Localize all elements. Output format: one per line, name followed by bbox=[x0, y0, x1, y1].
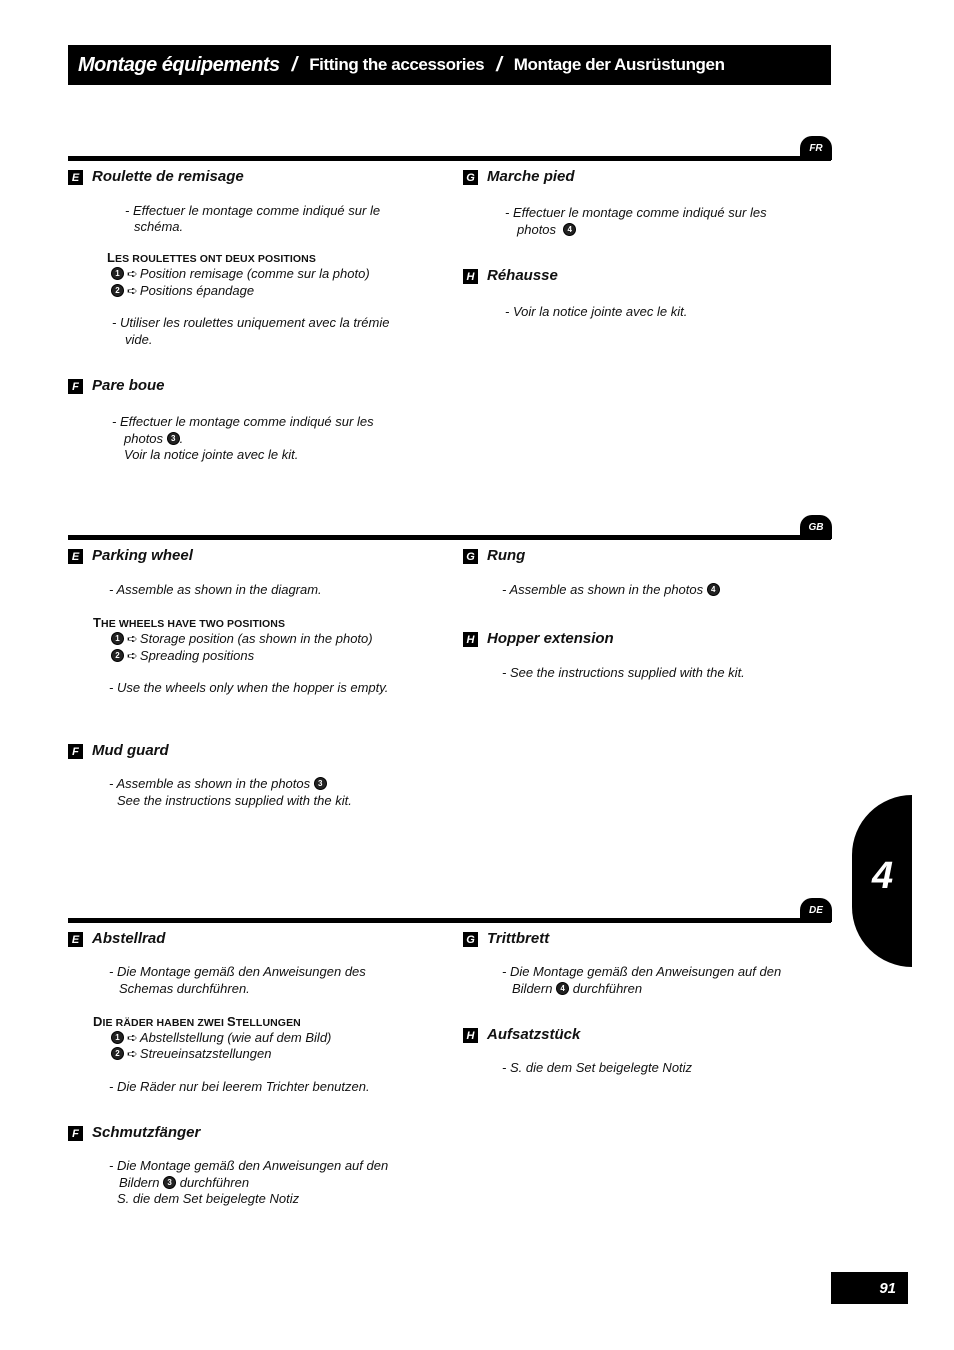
marker-1-icon: 1 bbox=[111, 1031, 124, 1044]
heading-gb-e bbox=[68, 546, 193, 564]
heading-fr-h bbox=[463, 266, 558, 284]
arrow-right-icon: ➪ bbox=[127, 266, 138, 281]
letter-box: E bbox=[68, 170, 83, 185]
position-2-de: 2 ➪ Streueinsatzstellungen bbox=[111, 1045, 271, 1062]
subheading-fr: LES ROULETTES ONT DEUX POSITIONS bbox=[107, 250, 316, 265]
text-line: - Die Montage gemäß den Anweisungen auf den bbox=[109, 1158, 389, 1173]
text-line: Voir la notice jointe avec le kit. bbox=[124, 447, 299, 462]
page-number: 91 bbox=[831, 1272, 908, 1304]
header-title-de: Montage der Ausrüstungen bbox=[513, 55, 725, 74]
heading-fr-e bbox=[68, 167, 244, 185]
letter-box: H bbox=[463, 1028, 478, 1043]
heading-title: Hopper extension bbox=[487, 629, 614, 647]
text-line: - See the instructions supplied with the kit. bbox=[502, 665, 745, 680]
heading-title: Abstellrad bbox=[92, 929, 166, 947]
heading-de-h bbox=[463, 1025, 580, 1043]
text-line: Schemas durchführen. bbox=[119, 981, 250, 996]
subheading-gb: THE WHEELS HAVE TWO POSITIONS bbox=[93, 615, 286, 630]
position-2-gb: 2 ➪ Spreading positions bbox=[111, 647, 254, 664]
marker-1-icon: 1 bbox=[111, 267, 124, 280]
text-line: - Utiliser les roulettes uniquement avec la trémie bbox=[112, 315, 390, 330]
text-line: vide. bbox=[125, 332, 153, 347]
text-line: S. die dem Set beigelegte Notiz bbox=[117, 1191, 300, 1206]
heading-title: Parking wheel bbox=[92, 546, 193, 564]
arrow-right-icon: ➪ bbox=[127, 1046, 138, 1061]
position-1-de: 1 ➪ Abstellstellung (wie auf dem Bild) bbox=[111, 1029, 331, 1046]
text-line: - Voir la notice jointe avec le kit. bbox=[505, 304, 688, 319]
letter-box: E bbox=[68, 549, 83, 564]
text-line: - Assemble as shown in the diagram. bbox=[109, 582, 322, 597]
heading-fr-g bbox=[463, 167, 575, 185]
letter-box: F bbox=[68, 744, 83, 759]
heading-title: Marche pied bbox=[487, 167, 575, 185]
header-title-fr: Montage équipements bbox=[78, 53, 280, 76]
header-separator: / bbox=[291, 53, 298, 76]
marker-2-icon: 2 bbox=[111, 649, 124, 662]
marker-2-icon: 2 bbox=[111, 284, 124, 297]
marker-1-icon: 1 bbox=[111, 632, 124, 645]
letter-box: F bbox=[68, 379, 83, 394]
text-line: - Use the wheels only when the hopper is empty. bbox=[109, 680, 389, 695]
marker-2-icon: 2 bbox=[111, 1047, 124, 1060]
text-line: - Assemble as shown in the photos 4 bbox=[502, 581, 720, 598]
letter-box: H bbox=[463, 632, 478, 647]
heading-fr-f bbox=[68, 376, 165, 394]
heading-title: Trittbrett bbox=[487, 929, 550, 947]
arrow-right-icon: ➪ bbox=[127, 283, 138, 298]
header-title-gb: Fitting the accessories bbox=[309, 55, 485, 74]
marker-4-icon: 4 bbox=[707, 583, 720, 596]
heading-de-e bbox=[68, 929, 165, 947]
marker-3-icon: 3 bbox=[314, 777, 327, 790]
heading-de-f bbox=[68, 1123, 200, 1141]
text-line: - S. die dem Set beigelegte Notiz bbox=[502, 1060, 693, 1075]
heading-title: Roulette de remisage bbox=[92, 167, 244, 185]
heading-gb-h bbox=[463, 629, 614, 647]
text-line: - Effectuer le montage comme indiqué sur les bbox=[112, 414, 374, 429]
arrow-right-icon: ➪ bbox=[127, 648, 138, 663]
text-line: photos 4 bbox=[517, 221, 576, 238]
heading-gb-f bbox=[68, 741, 169, 759]
text-line: photos 3 . bbox=[124, 431, 184, 446]
header-separator: / bbox=[496, 53, 502, 76]
position-2-fr: 2 ➪ Positions épandage bbox=[111, 282, 254, 299]
marker-4-icon: 4 bbox=[556, 982, 569, 995]
marker-3-icon: 3 bbox=[163, 1176, 176, 1189]
text-line: schéma. bbox=[134, 219, 184, 234]
letter-box: H bbox=[463, 269, 478, 284]
heading-title: Aufsatzstück bbox=[487, 1025, 581, 1043]
heading-de-g bbox=[463, 929, 549, 947]
heading-title: Schmutzfänger bbox=[92, 1123, 201, 1141]
position-1-gb: 1 ➪ Storage position (as shown in the photo) bbox=[111, 630, 373, 647]
section-rule-de bbox=[68, 918, 831, 923]
lang-badge-de: DE bbox=[800, 898, 832, 922]
letter-box: G bbox=[463, 549, 478, 564]
position-1-fr: 1 ➪ Position remisage (comme sur la photo) bbox=[111, 265, 370, 282]
section-rule-fr bbox=[68, 156, 831, 161]
text-line: - Effectuer le montage comme indiqué sur le bbox=[125, 203, 381, 218]
text-line: - Die Montage gemäß den Anweisungen des bbox=[109, 964, 366, 979]
marker-3-icon: 3 bbox=[167, 432, 180, 445]
letter-box: G bbox=[463, 170, 478, 185]
arrow-right-icon: ➪ bbox=[127, 631, 138, 646]
heading-title: Pare boue bbox=[92, 376, 165, 394]
text-line: - Die Montage gemäß den Anweisungen auf den bbox=[502, 964, 782, 979]
text-line: - Effectuer le montage comme indiqué sur les bbox=[505, 205, 767, 220]
text-line: - Die Räder nur bei leerem Trichter benutzen. bbox=[109, 1079, 370, 1094]
text-line: Bildern 3 durchführen bbox=[119, 1175, 250, 1190]
letter-box: E bbox=[68, 932, 83, 947]
letter-box: F bbox=[68, 1126, 83, 1141]
heading-title: Rung bbox=[487, 546, 526, 564]
letter-box: G bbox=[463, 932, 478, 947]
heading-title: Réhausse bbox=[487, 266, 558, 284]
text-line: - Assemble as shown in the photos 3 bbox=[109, 775, 327, 792]
marker-4-icon: 4 bbox=[563, 223, 576, 236]
lang-badge-gb: GB bbox=[800, 515, 832, 539]
section-rule-gb bbox=[68, 535, 831, 540]
lang-badge-fr: FR bbox=[800, 136, 832, 160]
subheading-de: DIE RÄDER HABEN ZWEI STELLUNGEN bbox=[93, 1014, 301, 1029]
text-line: See the instructions supplied with the kit. bbox=[117, 793, 352, 808]
page-header bbox=[68, 45, 831, 85]
arrow-right-icon: ➪ bbox=[127, 1030, 138, 1045]
text-line: Bildern 4 durchführen bbox=[512, 981, 643, 996]
heading-title: Mud guard bbox=[92, 741, 169, 759]
heading-gb-g bbox=[463, 546, 525, 564]
chapter-number: 4 bbox=[872, 855, 894, 897]
